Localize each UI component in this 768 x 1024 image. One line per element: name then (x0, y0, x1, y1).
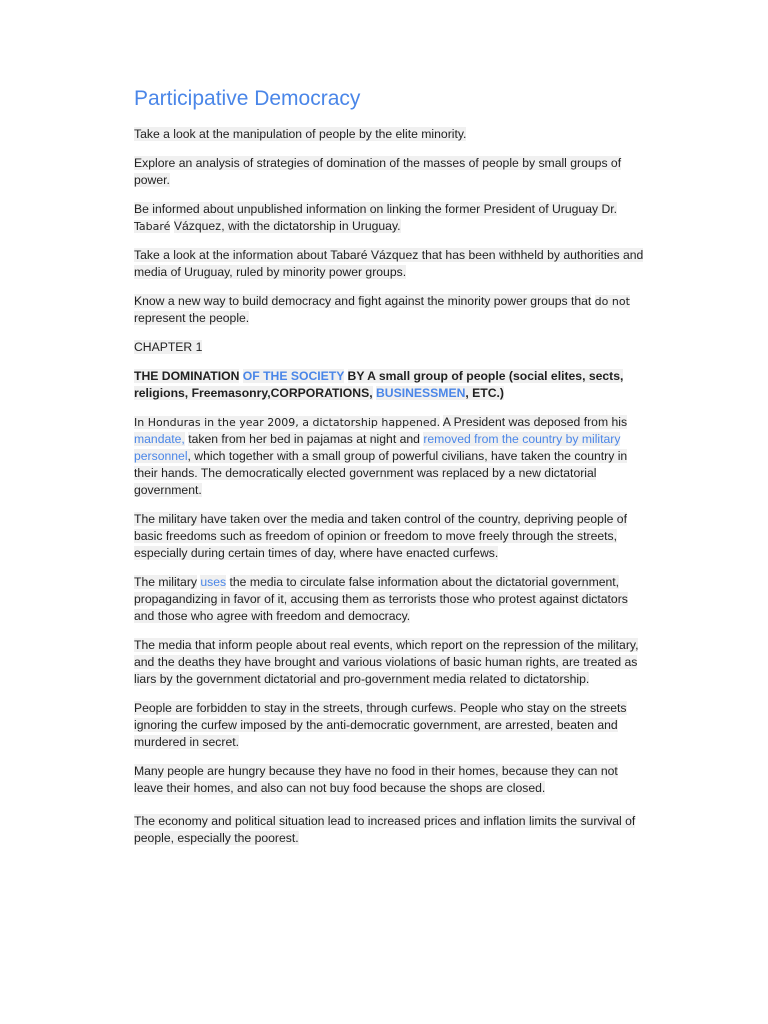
body-text-3b: the media to circulate false information about the dictatorial government, propagandizing in favor of it, accusing them as terrorists those who protest against dictators and those who agree with freedom and democracy. (134, 575, 628, 623)
intro-text-3a: Be informed about unpublished information on linking the former President of Uruguay Dr. (134, 202, 618, 216)
intro-paragraph-3 (134, 201, 648, 235)
intro-paragraph-1 (134, 126, 648, 143)
body-text-1b: A President was deposed from his (442, 415, 628, 429)
body-text-1d: , which together with a small group of powerful civilians, have taken the country in their hands. The democratically elected government was replaced by a new dictatorial government. (134, 449, 628, 497)
body-paragraph-6 (134, 763, 648, 797)
body-text-2: The military have taken over the media and taken control of the country, depriving people of basic freedoms such as freedom of opinion or freedom to move freely through the streets, especially during certain times of day, where have enacted curfews. (134, 512, 627, 560)
intro-text-5a: Know a new way to build democracy and fight against the minority power groups that (134, 294, 592, 308)
body-paragraph-4 (134, 637, 648, 688)
intro-text-3b: Tabaré (134, 220, 171, 233)
heading-part-5: , ETC.) (465, 386, 504, 400)
body-text-1c: taken from her bed in pajamas at night and (188, 432, 420, 446)
intro-text-3c: Vázquez, with the dictatorship in Uruguay. (173, 219, 401, 233)
intro-text-2: Explore an analysis of strategies of domination of the masses of people by small groups of power. (134, 156, 622, 187)
body-text-1a: In Honduras in the year 2009, a dictatorship happened. (134, 416, 441, 429)
chapter-label-text: CHAPTER 1 (134, 340, 203, 354)
body-paragraph-7 (134, 813, 648, 847)
body-text-7: The economy and political situation lead to increased prices and inflation limits the survival of people, especially the poorest. (134, 814, 636, 845)
intro-text-1: Take a look at the manipulation of people by the elite minority. (134, 127, 467, 141)
heading-link-businessmen[interactable]: BUSINESSMEN (376, 386, 466, 400)
intro-text-5b: do not (594, 295, 630, 308)
intro-paragraph-4 (134, 247, 648, 281)
body-text-4: The media that inform people about real events, which report on the repression of the military, and the deaths they have brought and various violations of basic human rights, are treated as liars by the government dictatorial and pro-government media related to dictatorship. (134, 638, 639, 686)
intro-paragraph-5 (134, 293, 648, 327)
chapter-heading (134, 368, 648, 402)
body-paragraph-1 (134, 414, 648, 499)
document-title: Participative Democracy (134, 87, 361, 110)
body-text-6: Many people are hungry because they have no food in their homes, because they can not leave their homes, and also can not buy food because the shops are closed. (134, 764, 618, 795)
link-removed-from-country[interactable]: removed from the country by military personnel (134, 432, 621, 463)
heading-part-1: THE DOMINATION (134, 369, 240, 383)
heading-part-3: BY A small group of people (social elites, sects, religions, Freemasonry,CORPORATIONS, (134, 369, 624, 400)
body-text-5: People are forbidden to stay in the streets, through curfews. People who stay on the streets ignoring the curfew imposed by the anti-democratic government, are arrested, beaten and murdered in secret. (134, 701, 627, 749)
body-paragraph-5 (134, 700, 648, 751)
body-text-3a: The military (134, 575, 197, 589)
intro-text-5c: represent the people. (134, 311, 250, 325)
link-mandate[interactable]: mandate, (134, 432, 185, 446)
chapter-label (134, 339, 648, 356)
heading-link-society[interactable]: OF THE SOCIETY (242, 369, 345, 383)
intro-paragraph-2 (134, 155, 648, 189)
link-uses[interactable]: uses (200, 575, 227, 589)
body-paragraph-3 (134, 574, 648, 625)
intro-text-4: Take a look at the information about Tabaré Vázquez that has been withheld by authorities and media of Uruguay, ruled by minority power groups. (134, 248, 644, 279)
body-paragraph-2 (134, 511, 648, 562)
